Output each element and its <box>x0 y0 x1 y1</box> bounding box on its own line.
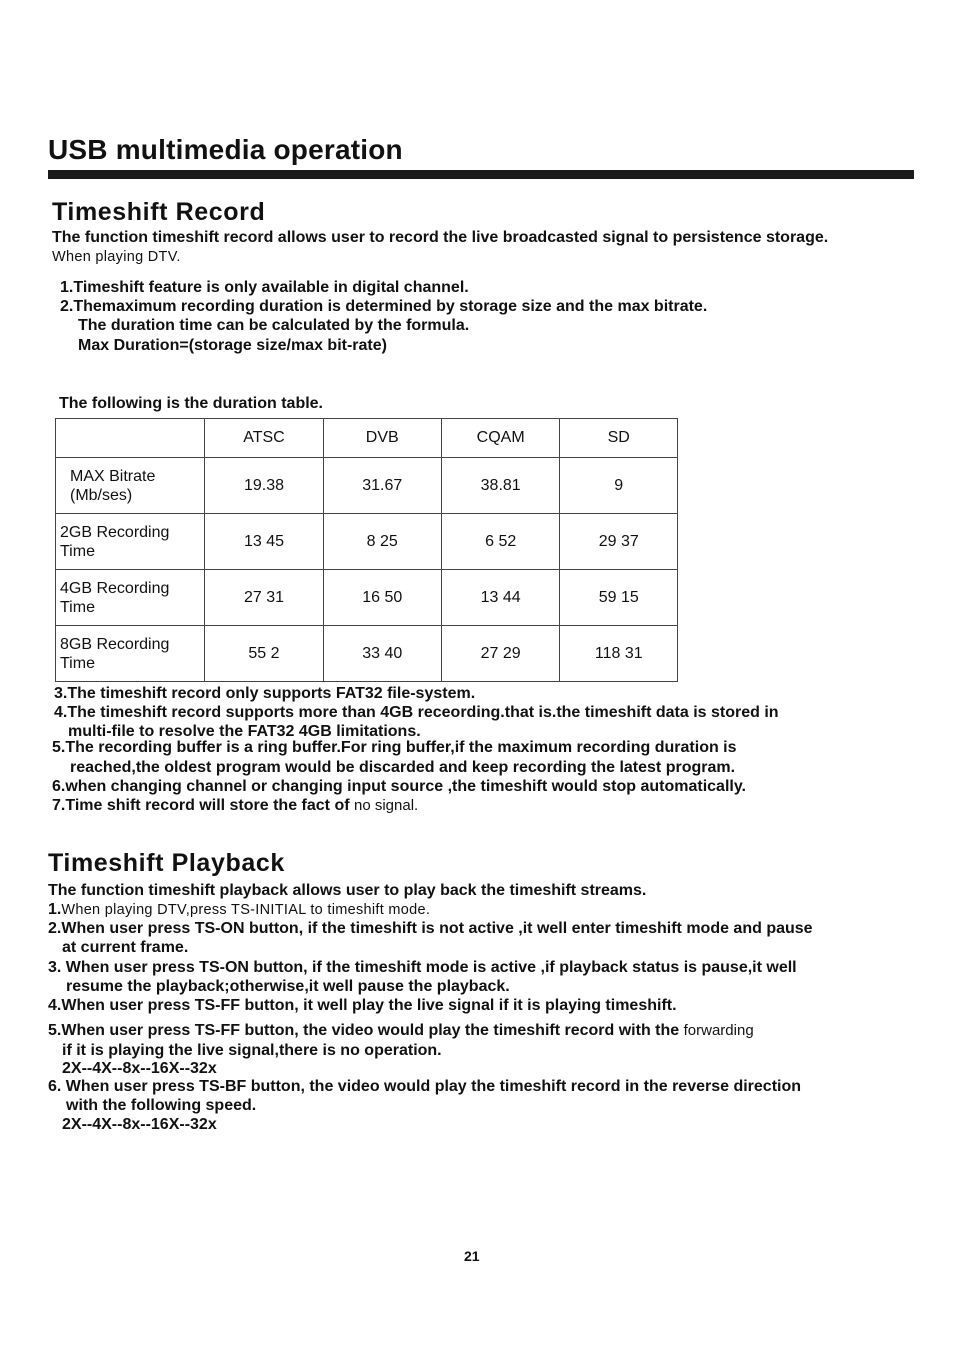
playback-item-5-line-2: if it is playing the live signal,there is no operation. <box>62 1042 442 1059</box>
section-heading-playback: Timeshift Playback <box>48 849 285 877</box>
row-label-line-1: 2GB Recording <box>60 523 170 541</box>
table-cell: 13 44 <box>441 570 560 626</box>
playback-intro: The function timeshift playback allows user to play back the timeshift streams. <box>48 882 647 899</box>
row-label-line-2: Time <box>60 598 95 616</box>
record-item-2: 2.Themaximum recording duration is determined by storage size and the max bitrate. <box>60 298 708 315</box>
record-note-4: 4.The timeshift record supports more than 4GB receording.that is.the timeshift data is stored in <box>54 704 779 721</box>
table-cell: 118 31 <box>560 626 678 682</box>
table-caption: The following is the duration table. <box>59 395 323 412</box>
row-label <box>56 626 205 682</box>
table-header-cell: CQAM <box>441 419 560 458</box>
record-note-7-text: 7.Time shift record will store the fact of <box>52 797 350 814</box>
row-label-line-2: Time <box>60 542 95 560</box>
playback-item-4: 4.When user press TS-FF button, it well play the live signal if it is playing timeshift. <box>48 997 677 1014</box>
playback-item-2: 2.When user press TS-ON button, if the timeshift is not active ,it well enter timeshift mode and pause <box>48 920 813 937</box>
playback-item-5-text: 5.When user press TS-FF button, the video would play the timeshift record with the <box>48 1022 680 1039</box>
record-formula: Max Duration=(storage size/max bit-rate) <box>78 337 387 354</box>
table-header-cell: ATSC <box>205 419 323 458</box>
row-label <box>56 514 205 570</box>
table-cell: 38.81 <box>441 458 560 514</box>
record-when: When playing DTV. <box>52 249 181 265</box>
row-label-line-1: 4GB Recording <box>60 579 170 597</box>
row-label-line-1: MAX Bitrate <box>70 467 156 485</box>
playback-speed-list-2: 2X--4X--8x--16X--32x <box>62 1116 217 1133</box>
table-cell: 16 50 <box>323 570 441 626</box>
table-cell: 8 25 <box>323 514 441 570</box>
table-cell: 13 45 <box>205 514 323 570</box>
playback-item-3-line-2: resume the playback;otherwise,it well pause the playback. <box>66 978 510 995</box>
record-note-7 <box>52 797 418 815</box>
duration-table <box>55 418 678 682</box>
playback-item-1 <box>48 901 430 919</box>
title-divider <box>48 170 914 179</box>
table-cell: 6 52 <box>441 514 560 570</box>
table-row <box>56 514 678 570</box>
playback-item-5-tail: forwarding <box>683 1022 754 1039</box>
playback-item-6: 6. When user press TS-BF button, the video would play the timeshift record in the reverse direction <box>48 1078 802 1095</box>
playback-item-1-number: 1. <box>48 901 62 918</box>
table-cell: 59 15 <box>560 570 678 626</box>
playback-item-5 <box>48 1022 754 1040</box>
record-note-5: 5.The recording buffer is a ring buffer.For ring buffer,if the maximum recording duration is <box>52 739 737 756</box>
playback-item-3: 3. When user press TS-ON button, if the timeshift mode is active ,if playback status is pause,it well <box>48 959 797 976</box>
row-label-line-2: (Mb/ses) <box>70 486 133 504</box>
page-title: USB multimedia operation <box>48 134 403 165</box>
record-item-1: 1.Timeshift feature is only available in digital channel. <box>60 279 469 296</box>
table-cell: 27 31 <box>205 570 323 626</box>
row-label <box>56 570 205 626</box>
table-header-cell: SD <box>560 419 678 458</box>
page-number: 21 <box>464 1248 480 1264</box>
row-label-line-2: Time <box>60 654 95 672</box>
record-note-6: 6.when changing channel or changing input source ,the timeshift would stop automatically. <box>52 778 746 795</box>
record-intro: The function timeshift record allows user to record the live broadcasted signal to persistence storage. <box>52 229 829 246</box>
table-cell: 19.38 <box>205 458 323 514</box>
table-row <box>56 458 678 514</box>
playback-speed-list-1: 2X--4X--8x--16X--32x <box>62 1060 217 1077</box>
table-cell: 29 37 <box>560 514 678 570</box>
table-header-row <box>56 419 678 458</box>
table-row <box>56 626 678 682</box>
table-cell: 9 <box>560 458 678 514</box>
table-row <box>56 570 678 626</box>
section-heading-record: Timeshift Record <box>52 198 266 226</box>
table-header-cell <box>56 419 205 458</box>
record-note-3: 3.The timeshift record only supports FAT32 file-system. <box>54 685 476 702</box>
playback-item-2-line-2: at current frame. <box>62 939 189 956</box>
row-label-line-1: 8GB Recording <box>60 635 170 653</box>
record-note-4-line-2: multi-file to resolve the FAT32 4GB limitations. <box>68 723 421 740</box>
record-item-2-line-2: The duration time can be calculated by the formula. <box>78 317 470 334</box>
playback-item-1-text: When playing DTV,press TS-INITIAL to timeshift mode. <box>61 902 431 918</box>
playback-item-6-line-2: with the following speed. <box>66 1097 257 1114</box>
table-cell: 55 2 <box>205 626 323 682</box>
table-cell: 27 29 <box>441 626 560 682</box>
record-note-7-tail: no signal. <box>354 797 419 814</box>
row-label <box>56 458 205 514</box>
table-cell: 31.67 <box>323 458 441 514</box>
table-cell: 33 40 <box>323 626 441 682</box>
table-header-cell: DVB <box>323 419 441 458</box>
record-note-5-line-2: reached,the oldest program would be discarded and keep recording the latest program. <box>70 759 736 776</box>
